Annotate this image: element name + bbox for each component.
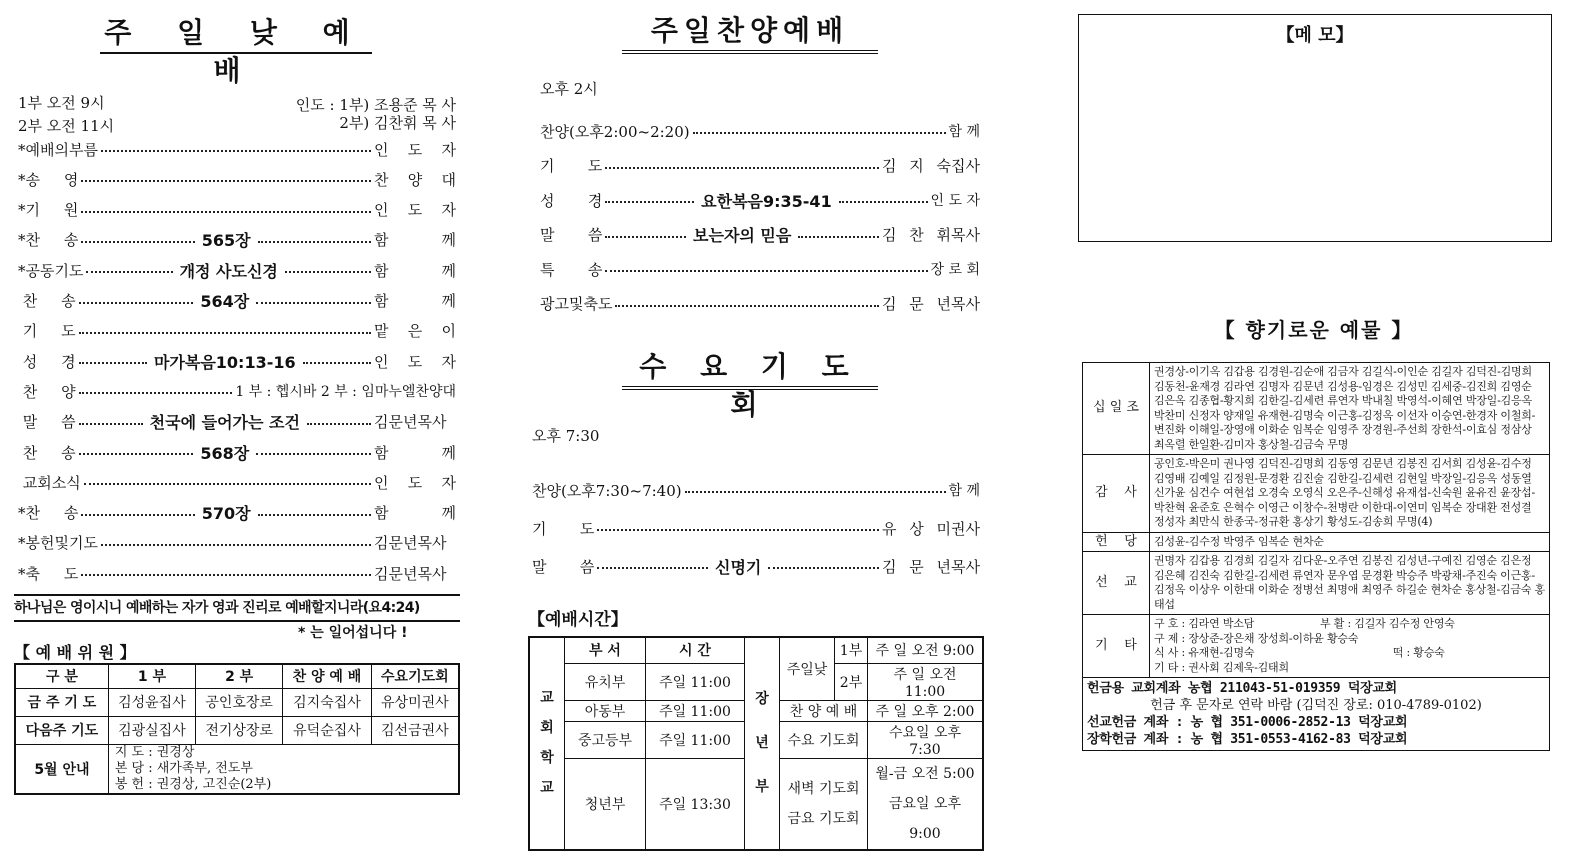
offering-category: 감 사 [1083,455,1150,533]
committee-title: 【 예 배 위 원 】 [14,643,136,662]
schedule-table [528,636,984,851]
offering-title: 【 향기로운 예물 】 [1214,318,1414,342]
sunday-label: 기 도 [18,322,76,341]
may-guide-label: 5월 안내 [15,744,108,794]
sunday-label: *축 도 [18,564,79,583]
praise-detail: 보는자의 믿음 [693,226,792,245]
dot-leader [81,514,194,516]
praise-person: 김 지 숙집사 [882,157,980,175]
committee-cell: 유덕순집사 [283,716,371,744]
sunday-person: 김문년목사 [374,413,447,432]
dot-leader [79,302,194,304]
committee-row-label: 금 주 기 도 [15,688,108,716]
praise-row [540,120,980,142]
service-time-1: 1부 오전 9시 [18,94,105,112]
offering-table [1082,362,1550,751]
sunday-label: 찬 송 [18,292,76,310]
offering-names: 권경상-이기옥 김갑용 김경원-김순애 김금자 김길식-이인순 김길자 김덕진-김명희 김동천-윤재경 김라연 김명자 김문년 김성용-임경은 김성민 김세중-김진희 김영순 김은옥 김종협-황지희 김한길-김세련 류연자 박내칠 박영석-이혜연 박장일-김응옥 박찬미 신정자 양재일 유재현-김명숙 이근홍-김정옥 이선자 이승연-한경자 이철희-변진화 이해일-장영애 이화순 임복순 임영주 장경원-주선희 장한석-이효심 정삼상 최옥렬 한일환-김미자 홍상철-김금숙 무명 [1150,363,1550,455]
sunday-row [18,471,456,493]
sunday-row [18,229,456,251]
dot-leader [768,567,879,569]
sunday-person: 함 께 [374,443,457,462]
dot-leader [285,271,371,273]
adult-row-1-part: 1부 [835,637,868,663]
offering-category: 선 교 [1083,552,1150,615]
dot-leader [101,150,371,152]
school-time: 주일 11:00 [646,663,745,700]
dot-leader [605,201,694,203]
dot-leader [81,241,194,243]
offering-names: 김성윤-김수정 박영주 임복순 현차순 [1150,532,1550,552]
praise-service-title: 주일찬양예배 [622,12,878,54]
sunday-person: 인 도 자 [374,473,456,492]
offering-row [1083,532,1550,552]
offering-category: 기 타 [1083,615,1150,678]
praise-label: 광고및축도 [540,295,613,313]
dot-leader [81,211,371,213]
sunday-person: 인 도 자 [374,201,456,220]
sunday-label: *예배의부름 [18,140,98,159]
sunday-label: *찬 송 [18,504,79,523]
sunday-row [18,380,456,402]
dot-leader [839,201,928,203]
wed-person: 유 상 미권사 [882,519,980,538]
sunday-service-title: 주 일 낮 예 배 [100,14,372,54]
sunday-person: 김문년목사 [374,564,447,583]
offering-row [1083,552,1550,615]
offering-names: 공인호-박은미 권나영 김덕진-김명희 김동영 김문년 김봉진 김서희 김성윤-김수정 김영배 김예일 김정원-문경환 김진술 김한길-김세련 김현일 박장일-김응옥 성동열 신가윤 심건수 여현섭 오경숙 오영식 오은주-신해성 유재섭-신숙원 윤유진 윤장섭-박찬혁 윤준호 은혁수 이영근 이창수-천병란 이한대-이연미 임복순 장대환 전성결 정성자 최만식 한종국-정규환 홍상기 황성도-김송희 무명(4) [1150,455,1550,533]
praise-person: 장 로 회 [930,262,980,278]
dot-leader [79,332,371,334]
committee-row-label: 다음주 기도 [15,716,108,744]
school-time: 주일 13:30 [646,758,745,850]
committee-header: 2 부 [196,664,283,688]
offering-row [1083,615,1550,678]
sunday-label: *공동기도 [18,261,84,280]
committee-header: 1 부 [108,664,195,688]
leader-1: 인도 : 1부) 조용준 목 사 [295,96,456,114]
adult-label: 장 년 부 [745,637,780,850]
committee-cell: 김지숙집사 [283,688,371,716]
sunday-detail: 개정 사도신경 [179,261,278,281]
dot-leader [798,236,879,238]
sunday-row [18,168,456,190]
committee-cell: 김광실집사 [108,716,195,744]
committee-cell: 김선금권사 [371,716,459,744]
dot-leader [256,453,371,455]
school-dept: 유치부 [565,663,646,700]
dot-leader [258,514,371,516]
dot-leader [84,483,371,485]
dot-leader [81,180,371,182]
other-service-stack: 새벽 기도회 금요 기도회 [780,758,868,850]
sunday-label: 찬 양 [18,382,76,401]
sunday-label: 주일낮 [780,637,835,700]
sunday-detail: 천국에 들어가는 조건 [149,413,300,433]
school-dept: 아동부 [565,700,646,721]
praise-person: 함 께 [948,124,980,140]
dot-leader [597,567,708,569]
wed-label: 말 씀 [532,557,595,576]
praise-label: 기 도 [540,157,603,175]
dot-leader [79,453,194,455]
dot-leader [79,362,147,364]
sunday-person: 함 께 [374,261,456,280]
sunday-row [18,259,456,281]
wed-person: 김 문 년목사 [882,557,981,576]
sunday-label: *송 영 [18,170,79,189]
sunday-detail: 568장 [200,443,250,463]
offering-category: 십 일 조 [1083,363,1150,455]
dot-leader [258,241,371,243]
offering-row [1083,455,1550,533]
committee-table [14,663,460,795]
sunday-label: 말 씀 [18,413,76,432]
may-guide-lines: 지 도 : 권경상 본 당 : 새가족부, 전도부 봉 헌 : 권경상, 고진순(2부) [108,744,459,794]
wed-row [532,517,980,539]
sunday-row [18,350,456,372]
offering-category: 헌 당 [1083,532,1150,552]
sunday-row [18,290,456,312]
school-time: 주일 11:00 [646,721,745,758]
committee-cell: 유상미권사 [371,688,459,716]
school-header-dept: 부 서 [565,637,646,663]
wed-label: 기 도 [532,519,595,538]
other-time: 주 일 오후 2:00 [868,700,984,721]
dot-leader [101,544,371,546]
offering-names: 권명자 김갑용 김경희 김길자 김다운-오주연 김봉진 김성년-구예진 김영순 김은정 김은혜 김진숙 김한길-김세련 류연자 문우엽 문경환 박승주 박광채-주진숙 이근홍-김정옥 이상우 이한대 이화순 정병선 최명애 최영주 하길순 현차순 홍상철-김금숙 홍태섭 [1150,552,1550,615]
school-dept: 청년부 [565,758,646,850]
sunday-person: 함 께 [374,231,456,250]
sunday-person: 인 도 자 [374,352,457,371]
offering-row [1083,363,1550,455]
sunday-person: 함 께 [374,504,456,523]
committee-cell: 전기상장로 [196,716,283,744]
wed-label: 찬양(오후7:30~7:40) [532,481,682,500]
dot-leader [605,167,879,169]
sunday-row [18,532,456,554]
school-header-time: 시 간 [646,637,745,663]
sunday-label: *찬 송 [18,231,79,250]
praise-detail: 요한복음9:35-41 [701,191,832,211]
sunday-person: 김문년목사 [374,534,447,553]
sunday-row [18,199,456,221]
sunday-person: 찬 양 대 [374,170,456,189]
sunday-row [18,502,456,524]
dot-leader [685,491,946,493]
sunday-row [18,441,456,463]
praise-row [540,155,980,177]
committee-header: 수요기도회 [371,664,459,688]
wednesday-time: 오후 7:30 [532,427,600,445]
sunday-detail: 564장 [200,292,250,311]
adult-row-2-part: 2부 [835,663,868,700]
dot-leader [86,271,172,273]
other-time: 수요일 오후 7:30 [868,721,984,758]
sunday-label: *봉헌및기도 [18,534,98,553]
praise-label: 말 씀 [540,226,603,244]
service-time-2: 2부 오전 11시 [18,117,115,135]
school-label: 교 회 학 교 [529,637,565,850]
committee-cell: 김성윤집사 [108,688,195,716]
praise-row [540,293,980,315]
praise-row [540,258,980,280]
dot-leader [615,305,879,307]
sunday-row [18,562,456,584]
dot-leader [605,236,686,238]
stand-note: * 는 일어섭니다 ! [298,625,408,641]
dot-leader [693,132,946,134]
dot-leader [307,423,371,425]
sunday-label: *기 원 [18,201,79,220]
wed-person: 함 께 [948,483,980,499]
sunday-detail: 마가복음10:13-16 [153,352,296,372]
sunday-person: 인 도 자 [374,140,456,159]
sunday-label: 성 경 [18,352,76,371]
scripture-verse: 하나님은 영이시니 예배하는 자가 영과 진리로 예배할지니라(요4:24) [14,594,460,622]
dot-leader [79,423,143,425]
sunday-label: 교회소식 [18,473,81,492]
praise-time: 오후 2시 [540,80,598,98]
dot-leader [597,529,879,531]
praise-label: 특 송 [540,260,603,279]
sunday-row [18,138,456,160]
sunday-person: 함 께 [374,292,457,310]
adult-row-1-time: 주 일 오전 9:00 [868,637,984,663]
praise-label: 찬양(오후2:00~2:20) [540,122,690,141]
sunday-detail: 565장 [201,231,251,251]
praise-label: 성 경 [540,191,603,210]
sunday-person: 1 부 : 헵시바 2 부 : 임마누엘찬양대 [235,384,456,401]
sunday-row [18,411,456,433]
praise-person: 김 찬 휘목사 [882,226,981,244]
praise-person: 김 문 년목사 [882,295,980,313]
adult-row-2-time: 주 일 오전 11:00 [868,663,984,700]
committee-header: 구 분 [15,664,108,688]
wed-detail: 신명기 [715,557,762,577]
other-time-stack: 월-금 오전 5:00 금요일 오후 9:00 [868,758,984,850]
praise-person: 인 도 자 [930,193,980,209]
dot-leader [81,574,371,576]
praise-row [540,224,980,246]
sunday-detail: 570장 [201,504,251,524]
sunday-label: 찬 송 [18,443,76,462]
other-service: 찬 양 예 배 [780,700,868,721]
wed-row [532,555,980,577]
dot-leader [256,302,371,304]
wed-row [532,479,980,501]
wednesday-title: 수 요 기 도 회 [622,348,878,390]
memo-title: 【메 모】 [1276,25,1354,46]
committee-cell: 공인호장로 [196,688,283,716]
account-block: 헌금용 교회계좌 농협 211043-51-019359 덕장교회 헌금 후 문자로 연락 바람 (김덕진 장로: 010-4789-0102) 선교헌금 계좌 : 농 협 351-0006-2852-13 덕장교회 장학헌금 계좌 : 농 협 351-0553-4162-83 덕장교회 [1083,678,1550,751]
schedule-title: 【예배시간】 [528,610,628,630]
committee-header: 찬 양 예 배 [283,664,371,688]
offering-names: 구 호 : 김라연 박소담 부 활 : 김길자 김수정 안영숙 구 제 : 장상준-장은채 장성희-이하윤 황승숙 식 사 : 유재현-김명숙 떡 : 황승숙 기 타 : 권사회 김제욱-김태희 [1150,615,1550,678]
praise-row [540,189,980,211]
leader-2: 2부) 김찬휘 목 사 [339,114,456,132]
sunday-row [18,320,456,342]
other-service: 수요 기도회 [780,721,868,758]
school-dept: 중고등부 [565,721,646,758]
school-time: 주일 11:00 [646,700,745,721]
sunday-person: 맡 은 이 [374,322,456,341]
dot-leader [79,392,233,394]
dot-leader [605,270,927,272]
memo-box[interactable] [1078,14,1552,242]
dot-leader [303,362,371,364]
